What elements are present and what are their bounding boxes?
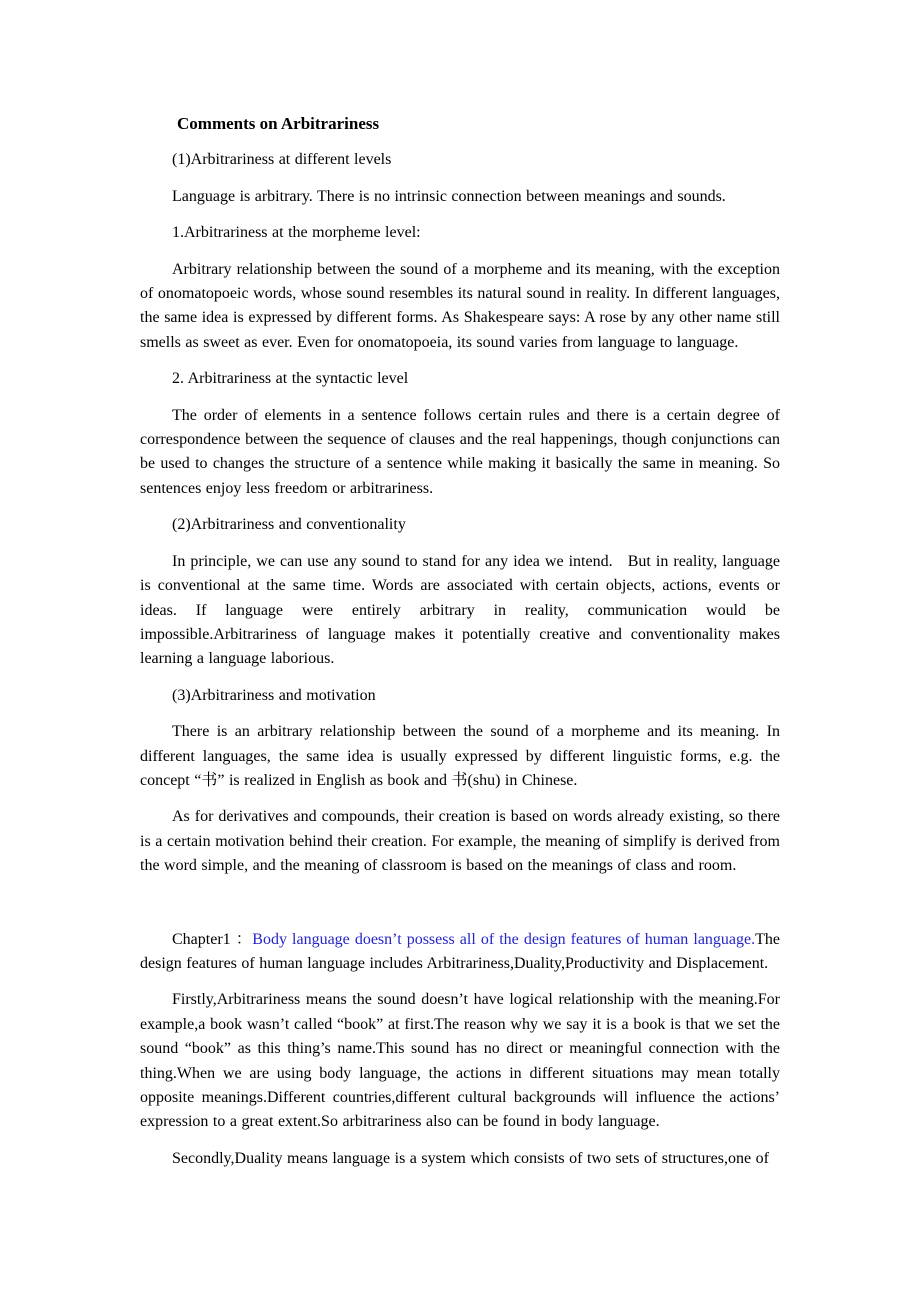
chapter-continuation-text: The design features of human language includes Arbitrariness,Duality,Productivity and Displacement.	[140, 930, 780, 972]
paragraph: Firstly,Arbitrariness means the sound doesn’t have logical relationship with the meaning.For example,a book wasn’t called “book” at first.The reason why we say it is a book is that we set the sound “book” as this thing’s name.This sound has no direct or meaningful connection with the thing.When we are using body language, the actions in different situations may mean totally opposite meanings.Different countries,different cultural backgrounds will influence the actions’ expression to a great extent.So arbitrariness also can be found in body language.	[140, 991, 780, 1131]
paragraph: There is an arbitrary relationship between the sound of a morpheme and its meaning. In different languages, the same idea is usually expressed by different linguistic forms, e.g. the concept “书” is realized in English as book and 书(shu) in Chinese.	[140, 723, 780, 789]
chapter-highlight-text: Body language doesn’t possess all of the design features of human language.	[252, 930, 756, 948]
section-heading: (2)Arbitrariness and conventionality	[172, 516, 406, 534]
paragraph: Arbitrary relationship between the sound of a morpheme and its meaning, with the exception of onomatopoeic words, whose sound resembles its natural sound in reality. In different languages, the same idea is expressed by different forms. As Shakespeare says: A rose by any other name still smells as sweet as ever. Even for onomatopoeia, its sound varies from language to language.	[140, 260, 780, 351]
chapter-label: Chapter1 ：	[172, 930, 253, 948]
paragraph: In principle, we can use any sound to stand for any idea we intend. But in reality, language is conventional at the same time. Words are associated with certain objects, actions, events or ideas. If language were entirely arbitrary in reality, communication would be impossible.Arbitrariness of language makes it potentially creative and conventionality makes learning a language laborious.	[140, 552, 780, 668]
document-title: Comments on Arbitrariness	[177, 114, 380, 133]
paragraph: Language is arbitrary. There is no intrinsic connection between meanings and sounds.	[172, 187, 726, 205]
section-heading: 2. Arbitrariness at the syntactic level	[172, 370, 409, 388]
chapter-paragraph	[140, 928, 780, 977]
section-heading: 1.Arbitrariness at the morpheme level:	[172, 224, 421, 242]
blank-line	[140, 891, 780, 916]
section-heading: (3)Arbitrariness and motivation	[172, 686, 376, 704]
paragraph: Secondly,Duality means language is a system which consists of two sets of structures,one of	[172, 1149, 769, 1167]
section-heading: (1)Arbitrariness at different levels	[172, 151, 392, 169]
paragraph: As for derivatives and compounds, their creation is based on words already existing, so there is a certain motivation behind their creation. For example, the meaning of simplify is derived from the word simple, and the meaning of classroom is based on the meanings of class and room.	[140, 808, 780, 875]
paragraph: The order of elements in a sentence follows certain rules and there is a certain degree of correspondence between the sequence of clauses and the real happenings, though conjunctions can be used to changes the structure of a sentence while making it basically the same in meaning. So sentences enjoy less freedom or arbitrariness.	[140, 406, 780, 497]
